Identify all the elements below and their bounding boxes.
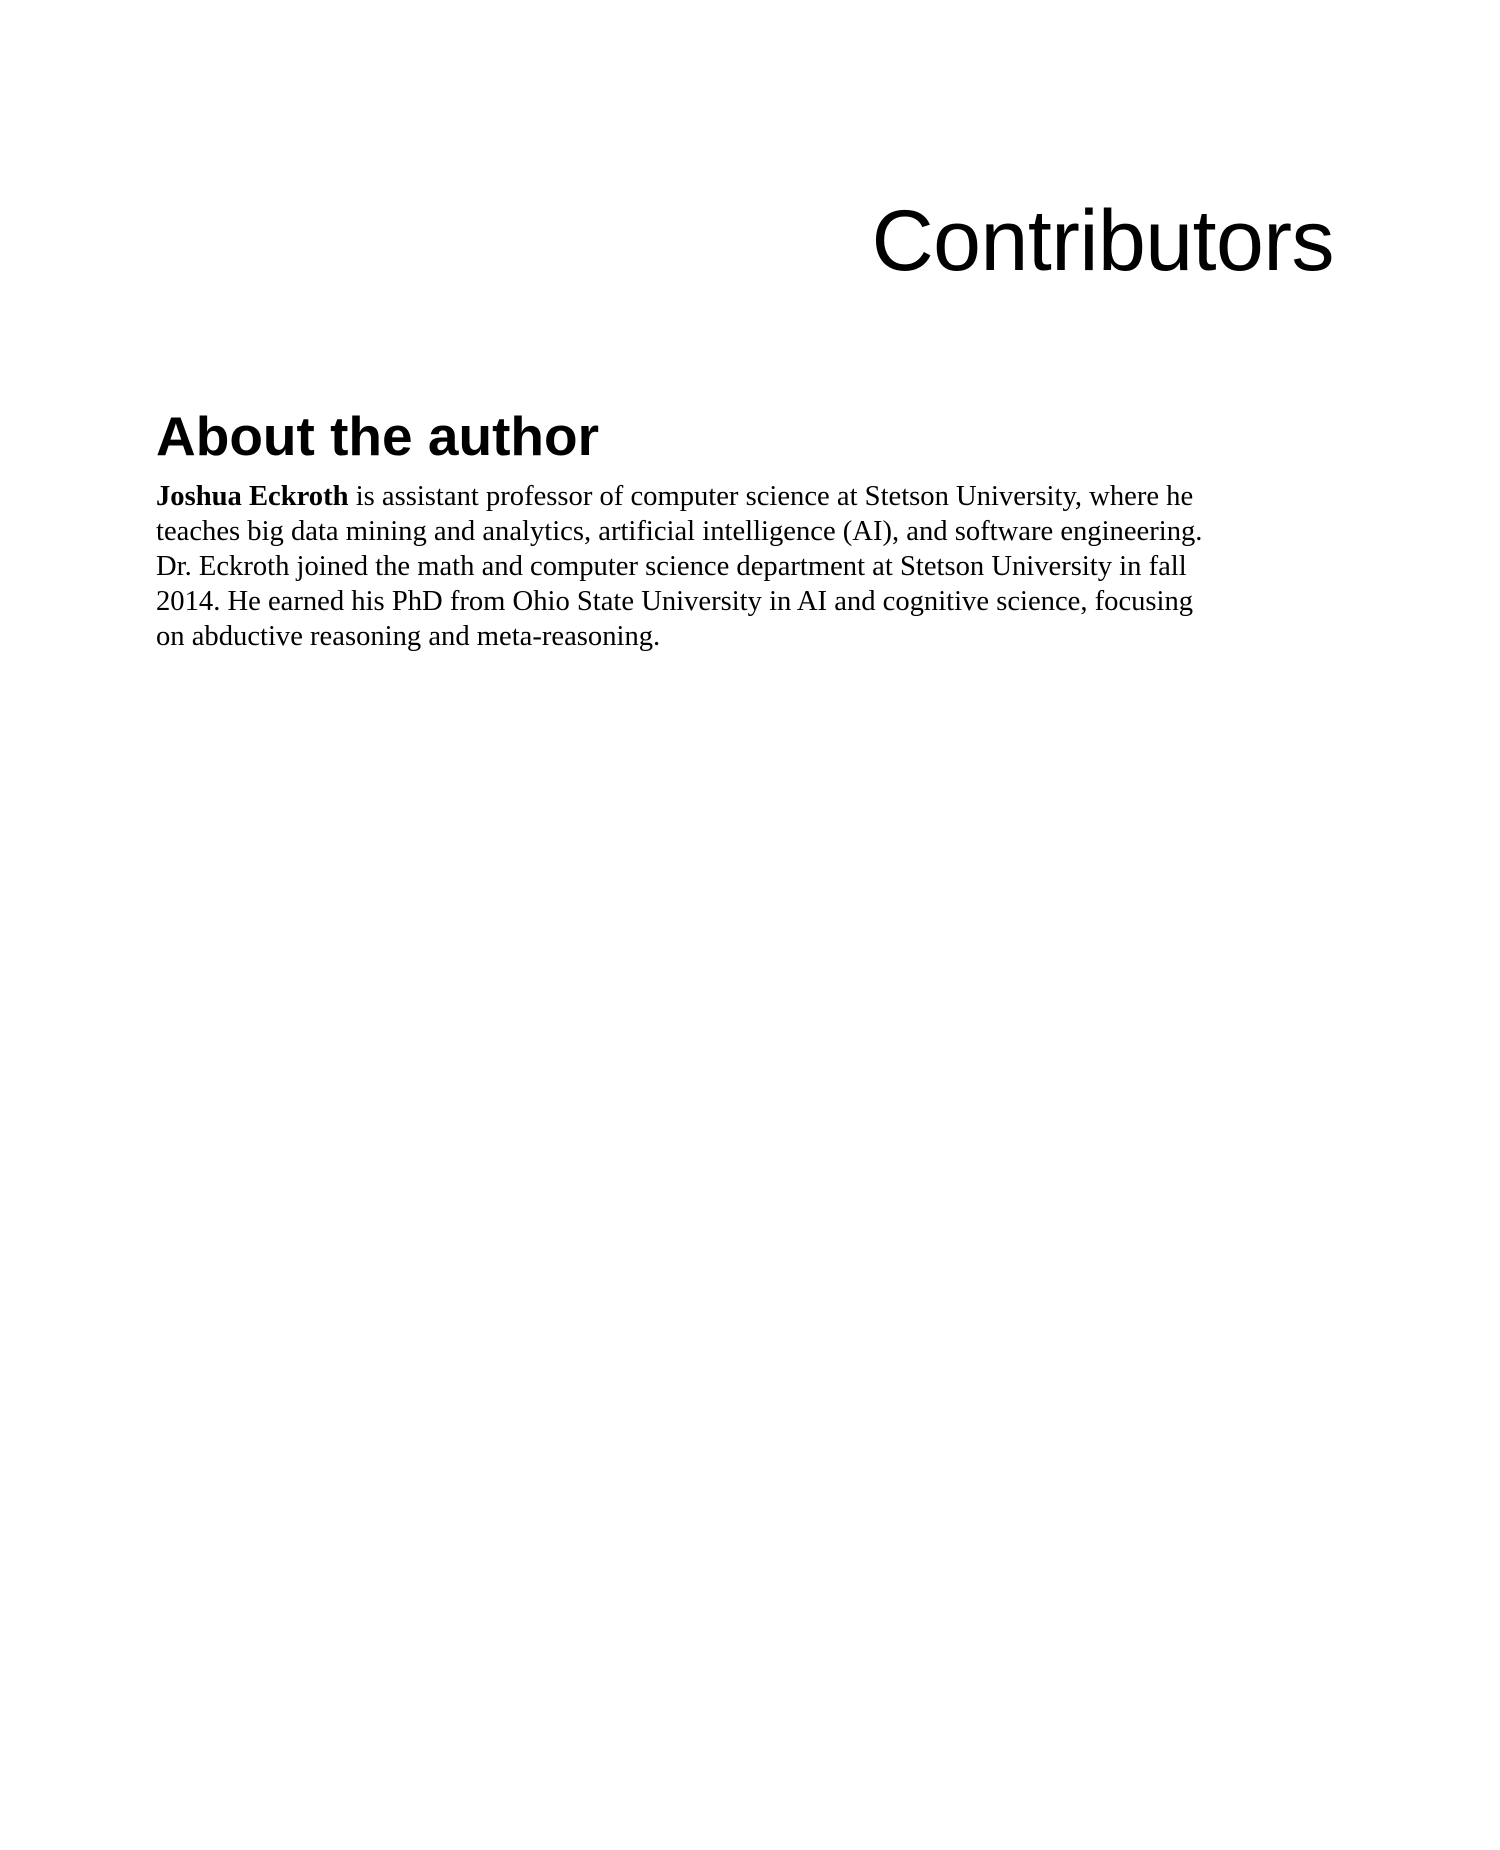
section-heading: About the author [156, 405, 599, 467]
bio-line [156, 479, 1341, 514]
chapter-title: Contributors [871, 193, 1334, 289]
bio-line: on abductive reasoning and meta-reasoning. [156, 621, 661, 653]
author-bio-paragraph [156, 479, 1341, 654]
bio-line-text: is assistant professor of computer science at Stetson University, where he [348, 481, 1194, 513]
about-author-section [156, 405, 1341, 654]
bio-line: teaches big data mining and analytics, artificial intelligence (AI), and software engineering. [156, 516, 1203, 548]
bio-line: Dr. Eckroth joined the math and computer science department at Stetson University in fall [156, 551, 1187, 583]
bio-line: 2014. He earned his PhD from Ohio State University in AI and cognitive science, focusing [156, 586, 1194, 618]
author-name: Joshua Eckroth [156, 481, 349, 513]
